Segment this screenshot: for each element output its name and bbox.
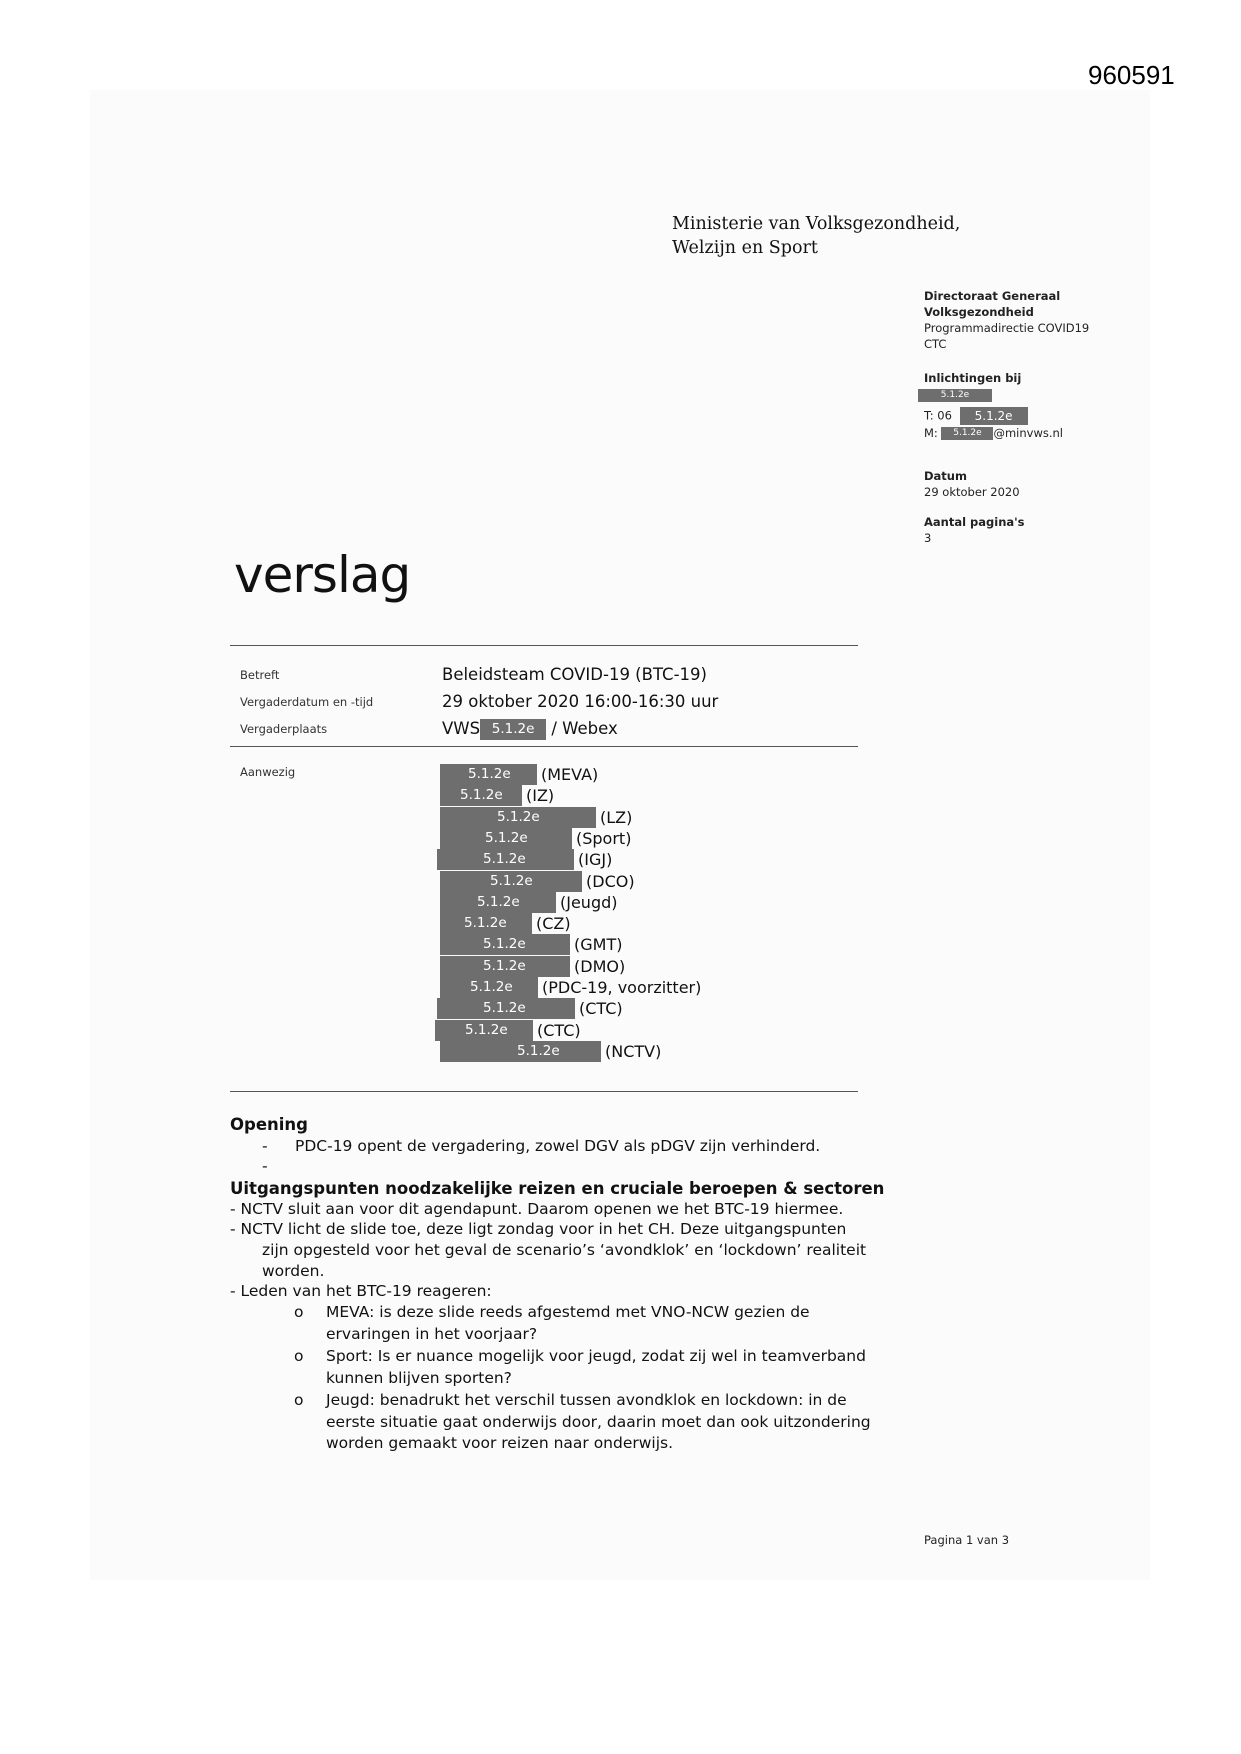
department-block — [924, 288, 1089, 352]
bullet-1-line-2: ervaringen in het voorjaar? — [326, 1325, 538, 1343]
ministry-name — [672, 212, 960, 260]
pages-block — [924, 514, 1025, 546]
divider-meta — [230, 746, 858, 747]
pages-label: Aantal pagina's — [924, 515, 1025, 529]
subdepartment-line-2: CTC — [924, 337, 947, 351]
page-footer: Pagina 1 van 3 — [924, 1533, 1010, 1547]
section-heading: Uitgangspunten noodzakelijke reizen en cruciale beroepen & sectoren — [230, 1179, 885, 1198]
opening-dash-1: - — [262, 1137, 268, 1155]
present-label: Aanwezig — [240, 765, 296, 779]
attendee-name-redaction: 5.1.2e — [440, 871, 582, 892]
document-id: 960591 — [1088, 60, 1175, 90]
attendee-row — [437, 849, 612, 870]
attendee-role: (DMO) — [574, 956, 626, 976]
place-label: Vergaderplaats — [240, 722, 328, 736]
bullet-3-line-2: eerste situatie gaat onderwijs door, daarin moet dan ook uitzondering — [326, 1413, 871, 1431]
attendee-role: (PDC-19, voorzitter) — [542, 978, 702, 997]
attendee-row — [440, 764, 598, 785]
attendee-role: (CTC) — [537, 1020, 581, 1040]
bullet-2-line-1: Sport: Is er nuance mogelijk voor jeugd, zodat zij wel in teamverband — [326, 1347, 866, 1365]
opening-item-1: PDC-19 opent de vergadering, zowel DGV als pDGV zijn verhinderd. — [295, 1137, 821, 1155]
attendee-row — [440, 934, 622, 955]
attendee-row — [440, 892, 618, 913]
department-line-1: Directoraat Generaal — [924, 289, 1061, 303]
attendee-name-redaction: 5.1.2e — [440, 1041, 601, 1062]
attendee-row — [440, 913, 571, 934]
attendee-name-redaction: 5.1.2e — [440, 956, 570, 977]
attendee-name-redaction: 5.1.2e — [435, 1020, 533, 1041]
attendee-role: (MEVA) — [541, 765, 599, 784]
bullet-marker-3: o — [294, 1391, 304, 1409]
attendee-role: (DCO) — [586, 871, 635, 891]
attendee-name-redaction: 5.1.2e — [440, 977, 538, 998]
attendee-row — [440, 1041, 661, 1062]
bullet-1-line-1: MEVA: is deze slide reeds afgestemd met VNO-NCW gezien de — [326, 1303, 810, 1321]
attendee-name-redaction: 5.1.2e — [437, 849, 574, 870]
attendee-role: (CTC) — [579, 999, 623, 1019]
attendee-row — [440, 828, 631, 849]
subject-label: Betreft — [240, 668, 280, 682]
ministry-line-2: Welzijn en Sport — [672, 238, 818, 258]
attendee-role: (IGJ) — [578, 850, 613, 870]
opening-heading: Opening — [230, 1115, 308, 1134]
attendee-row — [435, 1020, 581, 1041]
date-block — [924, 468, 1020, 500]
datetime-label: Vergaderdatum en -tijd — [240, 695, 374, 709]
section-paragraph-2-line-1: - NCTV licht de slide toe, deze ligt zondag voor in het CH. Deze uitgangspunten — [230, 1220, 847, 1238]
divider-bottom — [230, 1091, 858, 1092]
attendee-role: (Sport) — [576, 828, 632, 848]
opening-dash-2: - — [262, 1157, 268, 1175]
mail-prefix: M: — [924, 426, 938, 440]
subdepartment-line-1: Programmadirectie COVID19 — [924, 321, 1090, 335]
attendee-name-redaction: 5.1.2e — [440, 828, 572, 849]
attendee-role: (NCTV) — [605, 1041, 662, 1061]
redaction-place: 5.1.2e — [480, 719, 546, 740]
attendee-name-redaction: 5.1.2e — [440, 892, 556, 913]
section-paragraph-3: - Leden van het BTC-19 reageren: — [230, 1282, 492, 1300]
redaction-phone: 5.1.2e — [960, 407, 1028, 425]
phone-prefix: T: 06 — [924, 408, 952, 423]
attendee-role: (GMT) — [574, 935, 623, 955]
place-value — [442, 719, 618, 740]
attendee-row — [440, 956, 625, 977]
bullet-marker-2: o — [294, 1347, 304, 1365]
attendee-row — [440, 807, 632, 828]
contact-label: Inlichtingen bij — [924, 371, 1022, 385]
mail-suffix: @minvws.nl — [993, 426, 1063, 440]
attendee-role: (CZ) — [536, 914, 571, 934]
place-suffix: / Webex — [551, 719, 618, 738]
attendee-row — [440, 785, 554, 806]
bullet-3-line-1: Jeugd: benadrukt het verschil tussen avondklok en lockdown: in de — [326, 1391, 847, 1409]
document-title: verslag — [234, 546, 411, 604]
section-paragraph-2-line-2: zijn opgesteld voor het geval de scenario’s ‘avondklok’ en ‘lockdown’ realiteit — [262, 1241, 867, 1259]
subject-value: Beleidsteam COVID-19 (BTC-19) — [442, 665, 707, 684]
attendee-name-redaction: 5.1.2e — [437, 998, 575, 1019]
attendee-name-redaction: 5.1.2e — [440, 785, 522, 806]
redaction-mail: 5.1.2e — [941, 427, 993, 440]
date-label: Datum — [924, 469, 967, 483]
place-prefix: VWS — [442, 719, 481, 738]
attendee-name-redaction: 5.1.2e — [440, 807, 596, 828]
attendee-row — [440, 977, 701, 998]
ministry-line-1: Ministerie van Volksgezondheid, — [672, 214, 961, 234]
department-line-2: Volksgezondheid — [924, 305, 1034, 319]
divider-top — [230, 645, 858, 646]
attendee-name-redaction: 5.1.2e — [440, 764, 537, 785]
contact-block — [924, 370, 1063, 441]
redaction-contact-name: 5.1.2e — [918, 389, 992, 402]
bullet-2-line-2: kunnen blijven sporten? — [326, 1369, 512, 1387]
attendee-role: (IZ) — [526, 786, 555, 806]
attendee-role: (LZ) — [600, 807, 633, 827]
attendee-row — [437, 998, 623, 1019]
attendee-role: (Jeugd) — [560, 892, 618, 912]
date-value: 29 oktober 2020 — [924, 485, 1020, 499]
datetime-value: 29 oktober 2020 16:00-16:30 uur — [442, 692, 719, 711]
bullet-marker-1: o — [294, 1303, 304, 1321]
section-paragraph-2-line-3: worden. — [262, 1262, 325, 1280]
section-paragraph-1: - NCTV sluit aan voor dit agendapunt. Daarom openen we het BTC-19 hiermee. — [230, 1200, 844, 1218]
bullet-3-line-3: worden gemaakt voor reizen naar onderwijs. — [326, 1434, 674, 1452]
attendee-name-redaction: 5.1.2e — [440, 934, 570, 955]
attendee-name-redaction: 5.1.2e — [440, 913, 532, 934]
pages-value: 3 — [924, 531, 932, 545]
attendee-row — [440, 871, 635, 892]
